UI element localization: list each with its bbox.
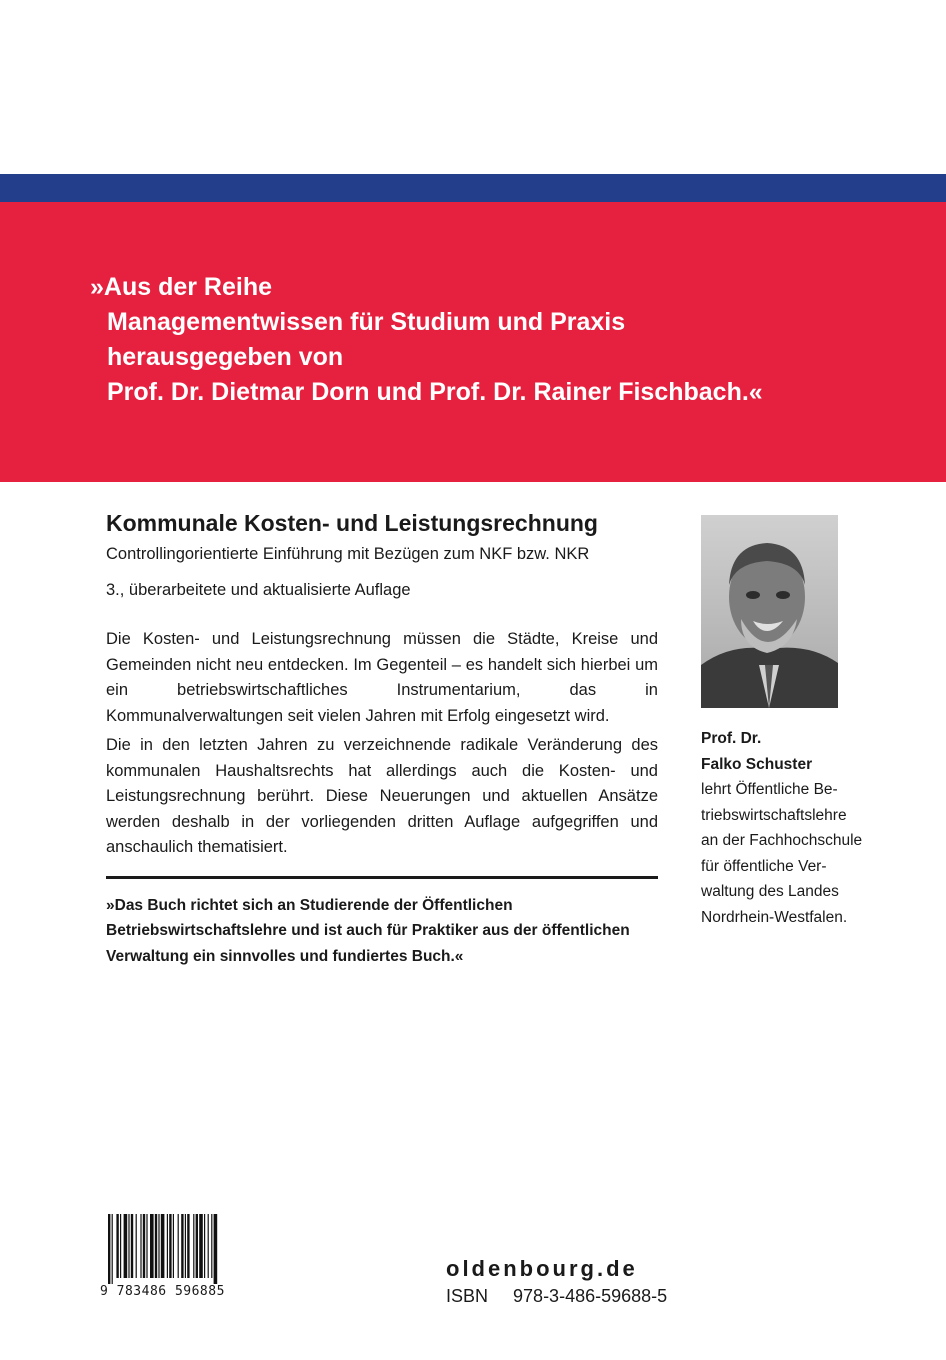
isbn-barcode: [108, 1214, 248, 1284]
author-name: Falko Schuster: [701, 755, 813, 773]
series-line-4: Prof. Dr. Dietmar Dorn und Prof. Dr. Rainer Fischbach.«: [107, 378, 763, 406]
barcode-digits: 9 783486 596885: [100, 1284, 225, 1299]
barcode-bar: [158, 1214, 159, 1278]
barcode-bar: [196, 1214, 198, 1278]
barcode-bar: [120, 1214, 121, 1278]
divider-rule: [106, 876, 658, 879]
barcode-bar: [108, 1214, 110, 1284]
series-line-1: »Aus der Reihe: [90, 273, 273, 301]
description-paragraph-2: Die in den letzten Jahren zu verzeichnende radikale Veränderung des kommunalen Haushaltsrechts hat allerdings auch die Kosten- und Leistungsrechnung berührt. Diese Neuerungen und aktuellen Ansätze werden deshalb in der vorliegenden dritten Auflage aufgegriffen und anschaulich thematisiert.: [106, 736, 658, 856]
barcode-bar: [146, 1214, 147, 1278]
author-info: [701, 726, 862, 930]
author-title: Prof. Dr.: [701, 730, 762, 747]
author-bio-line: an der Fachhochschule: [701, 832, 863, 849]
author-bio-line: für öffentliche Ver-: [701, 857, 827, 875]
series-line-3: herausgegeben von: [107, 343, 344, 371]
barcode-bar: [214, 1214, 218, 1284]
series-text: [90, 270, 763, 410]
top-blue-band: [0, 174, 946, 202]
book-description: [106, 507, 658, 969]
barcode-bar: [143, 1214, 145, 1278]
barcode-bar: [116, 1214, 118, 1278]
barcode-bar: [140, 1214, 141, 1278]
description-paragraph-1: Die Kosten- und Leistungsrechnung müssen die Städte, Kreise und Gemeinden nicht neu entdecken. Im Gegenteil – es handelt sich hierbei um ein betriebswirtschaftliches Instrumentarium, das in Kommunalverwaltungen seit vielen Jahren mit Erfolg eingesetzt wird.: [106, 630, 658, 725]
barcode-bar: [136, 1214, 137, 1278]
barcode-bar: [211, 1214, 212, 1278]
author-portrait-icon: [701, 515, 838, 708]
book-title: Kommunale Kosten- und Leistungsrechnung: [106, 510, 598, 536]
barcode-bar: [167, 1214, 168, 1278]
barcode-bar: [161, 1214, 165, 1278]
barcode-bar: [128, 1214, 129, 1278]
barcode-bar: [208, 1214, 209, 1278]
barcode-bar: [173, 1214, 174, 1278]
barcode-bar: [124, 1214, 128, 1278]
series-line-2: Managementwissen für Studium und Praxis: [107, 308, 626, 336]
barcode-bar: [199, 1214, 203, 1278]
review-quote: »Das Buch richtet sich an Studierende der Öffentlichen Betriebswirtschaftslehre und ist auch für Praktiker aus der öffentlichen Verwaltung ein sinnvolles und fundiertes Buch.«: [106, 896, 630, 965]
isbn-line: [446, 1286, 667, 1307]
book-edition: 3., überarbeitete und aktualisierte Auflage: [106, 581, 411, 599]
barcode-bar: [112, 1214, 113, 1284]
barcode-bar: [187, 1214, 189, 1278]
isbn-number: 978-3-486-59688-5: [513, 1286, 668, 1306]
barcode-bar: [193, 1214, 194, 1278]
book-subtitle: Controllingorientierte Einführung mit Bezügen zum NKF bzw. NKR: [106, 545, 590, 563]
barcode-bar: [185, 1214, 186, 1278]
barcode-bar: [169, 1214, 171, 1278]
barcode-bar: [178, 1214, 179, 1278]
barcode-bar: [150, 1214, 154, 1278]
barcode-bar: [204, 1214, 205, 1278]
author-bio-line: lehrt Öffentliche Be-: [701, 781, 838, 798]
author-bio-line: waltung des Landes: [701, 883, 839, 900]
barcode-bar: [181, 1214, 183, 1278]
author-bio-line: Nordrhein-Westfalen.: [701, 908, 848, 926]
barcode-bar: [131, 1214, 133, 1278]
author-bio-line: triebswirtschaftslehre: [701, 806, 847, 824]
publisher-url: oldenbourg.de: [446, 1256, 638, 1281]
barcode-bar: [155, 1214, 157, 1278]
isbn-label: ISBN: [446, 1286, 489, 1306]
author-photo: [701, 515, 838, 708]
